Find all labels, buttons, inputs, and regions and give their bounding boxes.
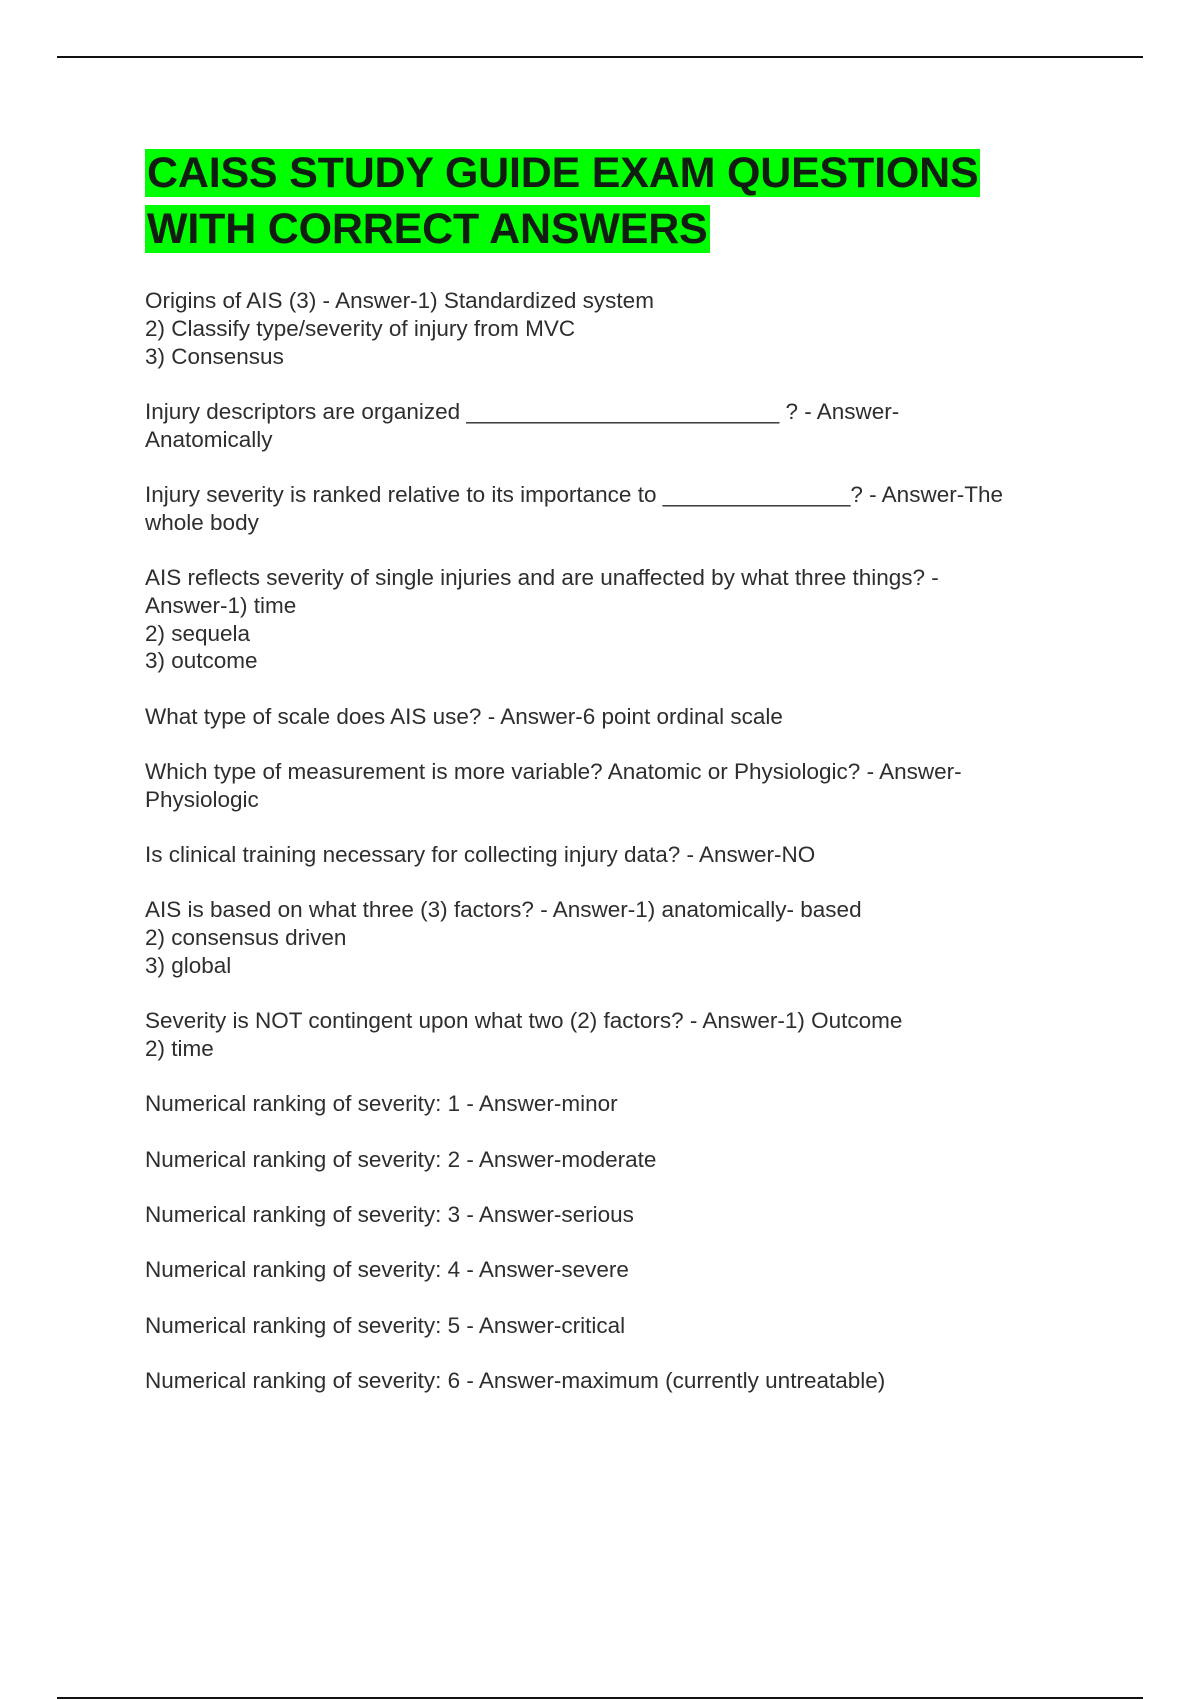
qa-line: Numerical ranking of severity: 1 - Answer-minor — [145, 1091, 618, 1117]
qa-entry — [145, 703, 1090, 731]
qa-entry — [145, 398, 1090, 454]
qa-line: Answer-1) time — [145, 592, 297, 618]
qa-line: Severity is NOT contingent upon what two (2) factors? - Answer-1) Outcome — [145, 1008, 903, 1034]
qa-line: What type of scale does AIS use? - Answer-6 point ordinal scale — [145, 703, 783, 729]
qa-line: whole body — [145, 509, 259, 535]
qa-entry — [145, 1007, 1090, 1063]
document-body — [145, 145, 1090, 1422]
qa-entry — [145, 841, 1090, 869]
document-title — [145, 145, 1090, 257]
qa-line: Numerical ranking of severity: 6 - Answer-maximum (currently untreatable) — [145, 1367, 886, 1393]
qa-entry — [145, 287, 1090, 370]
qa-line: 2) time — [145, 1036, 214, 1062]
qa-line: 2) consensus driven — [145, 925, 347, 951]
qa-line: Anatomically — [145, 426, 273, 452]
qa-entry — [145, 481, 1090, 537]
footer-rule — [57, 1697, 1143, 1699]
qa-entry — [145, 1312, 1090, 1340]
qa-line: 2) Classify type/severity of injury from MVC — [145, 315, 576, 341]
qa-line: 3) outcome — [145, 648, 258, 674]
qa-entry — [145, 564, 1090, 675]
qa-line: Numerical ranking of severity: 3 - Answer-serious — [145, 1202, 634, 1228]
qa-line: 2) sequela — [145, 620, 251, 646]
qa-line: AIS reflects severity of single injuries and are unaffected by what three things? - — [145, 565, 939, 591]
qa-entry — [145, 1146, 1090, 1174]
qa-entry — [145, 758, 1090, 814]
qa-line: Numerical ranking of severity: 4 - Answer-severe — [145, 1257, 629, 1283]
qa-list — [145, 287, 1090, 1395]
qa-line: Is clinical training necessary for collecting injury data? - Answer-NO — [145, 842, 816, 868]
qa-line: Physiologic — [145, 786, 259, 812]
qa-line: Numerical ranking of severity: 5 - Answer-critical — [145, 1312, 626, 1338]
qa-line: Numerical ranking of severity: 2 - Answer-moderate — [145, 1146, 657, 1172]
qa-line: Origins of AIS (3) - Answer-1) Standardized system — [145, 288, 654, 313]
qa-line: AIS is based on what three (3) factors? - Answer-1) anatomically- based — [145, 897, 862, 923]
qa-line: 3) global — [145, 953, 232, 979]
qa-entry — [145, 1367, 1090, 1395]
qa-entry — [145, 1256, 1090, 1284]
qa-entry — [145, 1201, 1090, 1229]
qa-entry — [145, 896, 1090, 979]
header-rule — [57, 56, 1143, 58]
qa-line: Which type of measurement is more variable? Anatomic or Physiologic? - Answer- — [145, 759, 962, 785]
qa-line: Injury descriptors are organized _________________________ ? - Answer- — [145, 398, 900, 424]
qa-entry — [145, 1090, 1090, 1118]
title-line: CAISS STUDY GUIDE EXAM QUESTIONS — [147, 149, 979, 197]
qa-line: 3) Consensus — [145, 343, 284, 369]
title-line: WITH CORRECT ANSWERS — [147, 205, 708, 253]
qa-line: Injury severity is ranked relative to its importance to _______________? - Answer-The — [145, 481, 1003, 507]
